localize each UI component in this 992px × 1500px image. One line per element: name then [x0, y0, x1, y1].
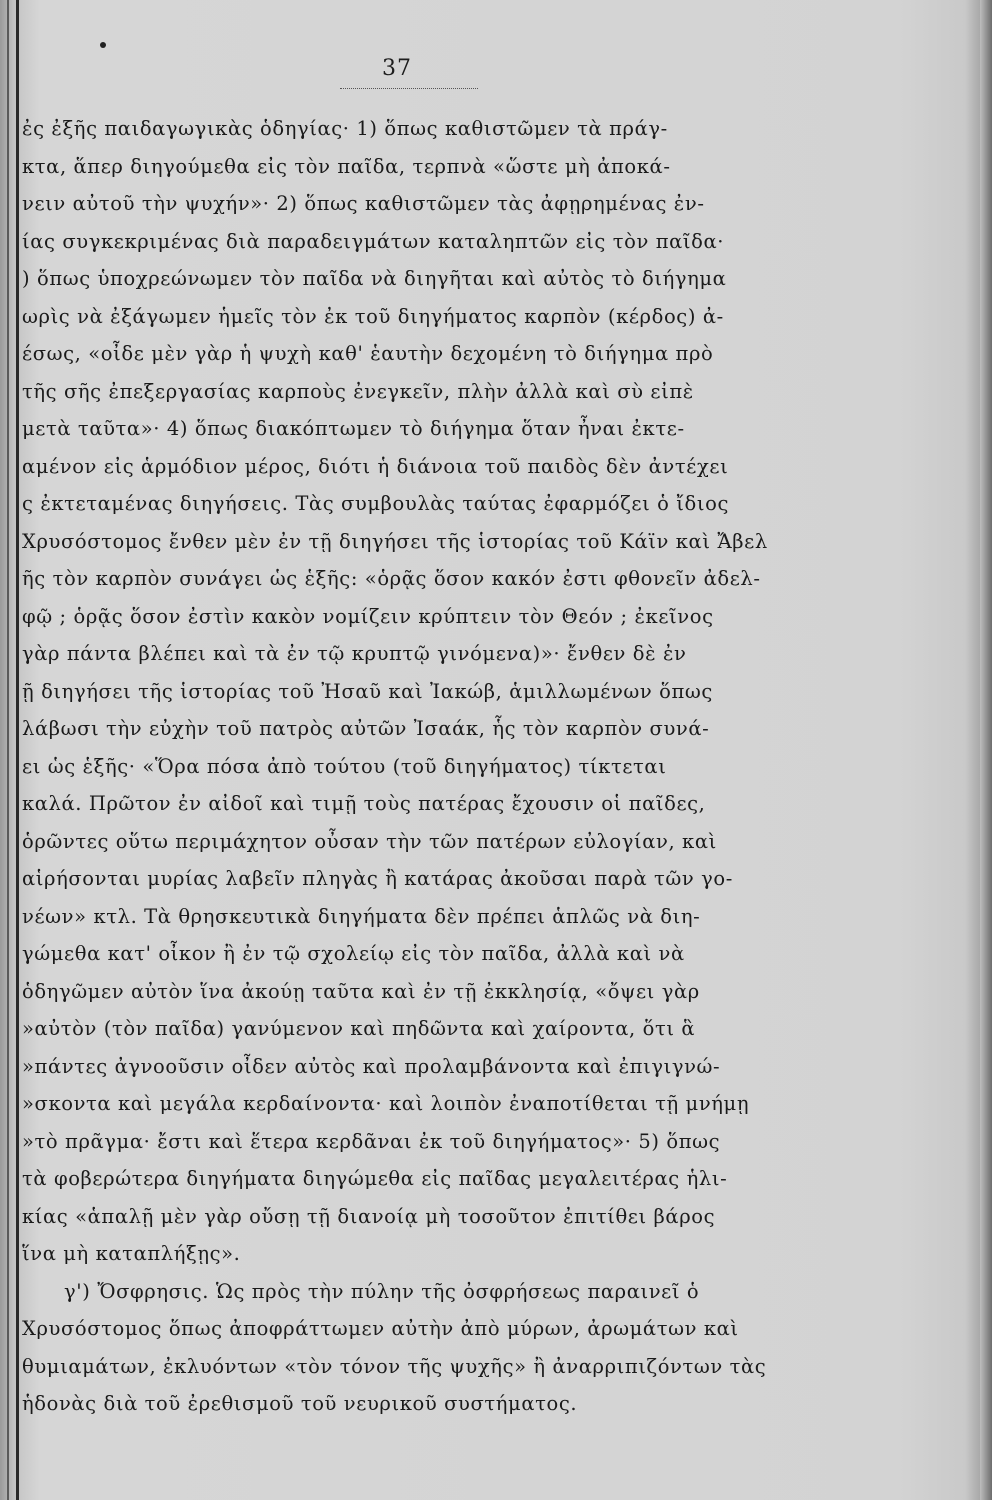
- text-line: Χρυσόστομος ὅπως ἀποφράττωμεν αὐτὴν ἀπὸ μύρων, ἀρωμάτων καὶ: [22, 1317, 739, 1340]
- text-line: ὁρῶντες οὕτω περιμάχητον οὖσαν τὴν τῶν πατέρων εὐλογίαν, καὶ: [22, 829, 717, 853]
- text-line: τὰ φοβερώτερα διηγήματα διηγώμεθα εἰς παῖδας μεγαλειτέρας ἡλι-: [22, 1167, 728, 1190]
- text-line: τῆς σῆς ἐπεξεργασίας καρποὺς ἐνεγκεῖν, πλὴν ἀλλὰ καὶ σὺ εἰπὲ: [22, 379, 694, 403]
- text-line: »τὸ πρᾶγμα· ἔστι καὶ ἕτερα κερδᾶναι ἐκ τοῦ διηγήματος»· 5) ὅπως: [22, 1129, 721, 1153]
- text-line: »σκοντα καὶ μεγάλα κερδαίνοντα· καὶ λοιπὸν ἐναποτίθεται τῇ μνήμῃ: [22, 1092, 750, 1115]
- text-line: θυμιαμάτων, ἐκλυόντων «τὸν τόνον τῆς ψυχῆς» ἢ ἀναρριπιζόντων τὰς: [22, 1354, 767, 1378]
- text-line: κίας «ἁπαλῇ μὲν γὰρ οὔσῃ τῇ διανοίᾳ μὴ τοσοῦτον ἐπιτίθει βάρος: [22, 1204, 716, 1228]
- text-line: αμένον εἰς ἁρμόδιον μέρος, διότι ἡ διάνοια τοῦ παιδὸς δὲν ἀντέχει: [22, 454, 729, 478]
- text-line: ίας συγκεκριμένας διὰ παραδειγμάτων καταληπτῶν εἰς τὸν παῖδα·: [22, 229, 725, 253]
- text-line: φῷ ; ὁρᾷς ὅσον ἐστὶν κακὸν νομίζειν κρύπτειν τὸν Θεόν ; ἐκεῖνος: [22, 604, 714, 628]
- text-line: ει ὡς ἑξῆς· «Ὅρα πόσα ἀπὸ τούτου (τοῦ διηγήματος) τίκτεται: [22, 754, 667, 778]
- text-line: ἡδονὰς διὰ τοῦ ἐρεθισμοῦ τοῦ νευρικοῦ συστήματος.: [22, 1392, 578, 1415]
- binding-edge: [16, 0, 19, 1500]
- text-line: γώμεθα κατ' οἶκον ἢ ἐν τῷ σχολείῳ εἰς τὸν παῖδα, ἀλλὰ καὶ νὰ: [22, 942, 685, 965]
- text-line: ) ὅπως ὑποχρεώνωμεν τὸν παῖδα νὰ διηγῆται καὶ αὐτὸς τὸ διήγημα: [22, 267, 727, 290]
- text-line: ς ἐκτεταμένας διηγήσεις. Τὰς συμβουλὰς ταύτας ἐφαρμόζει ὁ ἴδιος: [22, 492, 729, 515]
- binding-shadow: [7, 0, 9, 1500]
- text-line: λάβωσι τὴν εὐχὴν τοῦ πατρὸς αὐτῶν Ἰσαάκ, ἧς τὸν καρπὸν συνά-: [22, 717, 710, 740]
- text-line: ἵνα μὴ καταπλήξῃς».: [22, 1242, 241, 1265]
- body-text: [22, 110, 822, 1423]
- text-line: έσως, «οἶδε μὲν γὰρ ἡ ψυχὴ καθ' ἑαυτὴν δεχομένη τὸ διήγημα πρὸ: [22, 342, 714, 365]
- ink-dot: [100, 42, 106, 48]
- page-number-rule: [340, 88, 478, 89]
- text-line: νέων» κτλ. Τὰ θρησκευτικὰ διηγήματα δὲν πρέπει ἁπλῶς νὰ διη-: [22, 904, 701, 928]
- text-line: »αὐτὸν (τὸν παῖδα) γανύμενον καὶ πηδῶντα καὶ χαίροντα, ὅτι ἃ: [22, 1017, 696, 1040]
- text-line: κτα, ἅπερ διηγούμεθα εἰς τὸν παῖδα, τερπνὰ «ὥστε μὴ ἀποκά-: [22, 154, 671, 178]
- text-line: »πάντες ἀγνοοῦσιν οἶδεν αὐτὸς καὶ προλαμβάνοντα καὶ ἐπιγιγνώ-: [22, 1054, 721, 1078]
- text-line: ὁδηγῶμεν αὐτὸν ἵνα ἀκούῃ ταῦτα καὶ ἐν τῇ ἐκκλησίᾳ, «ὄψει γὰρ: [22, 979, 700, 1003]
- text-line: ἐς ἐξῆς παιδαγωγικὰς ὁδηγίας· 1) ὅπως καθιστῶμεν τὰ πράγ-: [22, 117, 668, 140]
- text-line: Χρυσόστομος ἔνθεν μὲν ἐν τῇ διηγήσει τῆς ἱστορίας τοῦ Κάϊν καὶ Ἄβελ: [22, 529, 768, 553]
- text-line: αἱρήσονται μυρίας λαβεῖν πληγὰς ἢ κατάρας ἀκοῦσαι παρὰ τῶν γο-: [22, 867, 733, 890]
- page-right-edge: [980, 0, 992, 1500]
- text-line: καλά. Πρῶτον ἐν αἰδοῖ καὶ τιμῇ τοὺς πατέρας ἔχουσιν οἱ παῖδες,: [22, 792, 706, 815]
- text-line: ῇ διηγήσει τῆς ἱστορίας τοῦ Ἠσαῦ καὶ Ἰακώβ, ἁμιλλωμένων ὅπως: [22, 679, 713, 703]
- text-line: ωρὶς νὰ ἐξάγωμεν ἡμεῖς τὸν ἐκ τοῦ διηγήματος καρπὸν (κέρδος) ἀ-: [22, 304, 724, 328]
- text-line: γὰρ πάντα βλέπει καὶ τὰ ἐν τῷ κρυπτῷ γινόμενα)»· ἔνθεν δὲ ἐν: [22, 642, 687, 665]
- text-line: ῆς τὸν καρπὸν συνάγει ὡς ἑξῆς: «ὁρᾷς ὅσον κακόν ἐστι φθονεῖν ἀδελ-: [22, 567, 761, 590]
- text-line: νειν αὐτοῦ τὴν ψυχήν»· 2) ὅπως καθιστῶμεν τὰς ἀφῃρημένας ἐν-: [22, 192, 705, 215]
- text-line: μετὰ ταῦτα»· 4) ὅπως διακόπτωμεν τὸ διήγημα ὅταν ἦναι ἐκτε-: [22, 417, 685, 440]
- page-number: 37: [382, 56, 412, 81]
- section-heading-line: γ') Ὄσφρησις. Ὡς πρὸς τὴν πύλην τῆς ὀσφρήσεως παραινεῖ ὁ: [64, 1279, 700, 1303]
